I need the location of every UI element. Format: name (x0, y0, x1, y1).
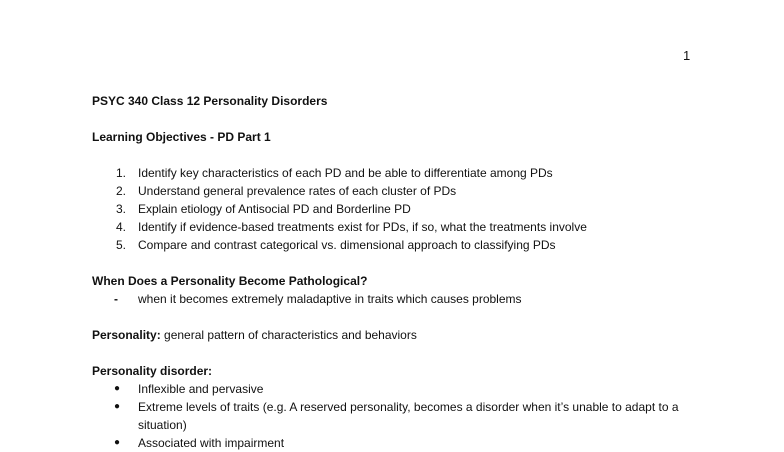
list-item-text: Identify if evidence-based treatments exist for PDs, if so, what the treatments involve (138, 220, 587, 234)
list-item (92, 236, 692, 254)
bullet-marker: ● (114, 437, 121, 448)
disorder-heading: Personality disorder: (92, 364, 213, 378)
list-number: 4. (116, 220, 127, 234)
list-number: 2. (116, 184, 127, 198)
page-number: 1 (683, 48, 691, 63)
list-item-text: Understand general prevalence rates of each cluster of PDs (138, 184, 457, 198)
objectives-list (92, 164, 692, 254)
bullet-marker: ● (114, 401, 121, 412)
definition-text: general pattern of characteristics and behaviors (160, 328, 417, 342)
list-item (92, 290, 692, 308)
list-item (92, 380, 692, 398)
pathological-heading: When Does a Personality Become Pathological? (92, 274, 368, 288)
list-item-text: Identify key characteristics of each PD and be able to differentiate among PDs (138, 166, 553, 180)
dash-marker: - (114, 292, 118, 306)
list-item (92, 218, 692, 236)
list-item (92, 398, 692, 434)
objectives-heading: Learning Objectives - PD Part 1 (92, 130, 271, 144)
list-number: 1. (116, 166, 127, 180)
list-item (92, 182, 692, 200)
list-number: 5. (116, 238, 127, 252)
list-item (92, 164, 692, 182)
pathological-list (92, 290, 692, 308)
document-title: PSYC 340 Class 12 Personality Disorders (92, 94, 328, 108)
disorder-list (92, 380, 692, 448)
list-item-text: Compare and contrast categorical vs. dimensional approach to classifying PDs (138, 238, 556, 252)
list-item (92, 200, 692, 218)
document-content (92, 92, 692, 448)
definition-term: Personality: (92, 328, 161, 342)
list-item-text: Associated with impairment (138, 436, 285, 450)
personality-definition (92, 326, 692, 344)
list-number: 3. (116, 202, 127, 216)
list-item-text: Extreme levels of traits (e.g. A reserved personality, becomes a disorder when it’s unable to adapt to a situation) (138, 400, 679, 432)
list-item-text: Explain etiology of Antisocial PD and Borderline PD (138, 202, 411, 216)
list-item-text: Inflexible and pervasive (138, 382, 264, 396)
list-item-text: when it becomes extremely maladaptive in traits which causes problems (138, 292, 522, 306)
list-item (92, 434, 692, 448)
bullet-marker: ● (114, 383, 121, 394)
